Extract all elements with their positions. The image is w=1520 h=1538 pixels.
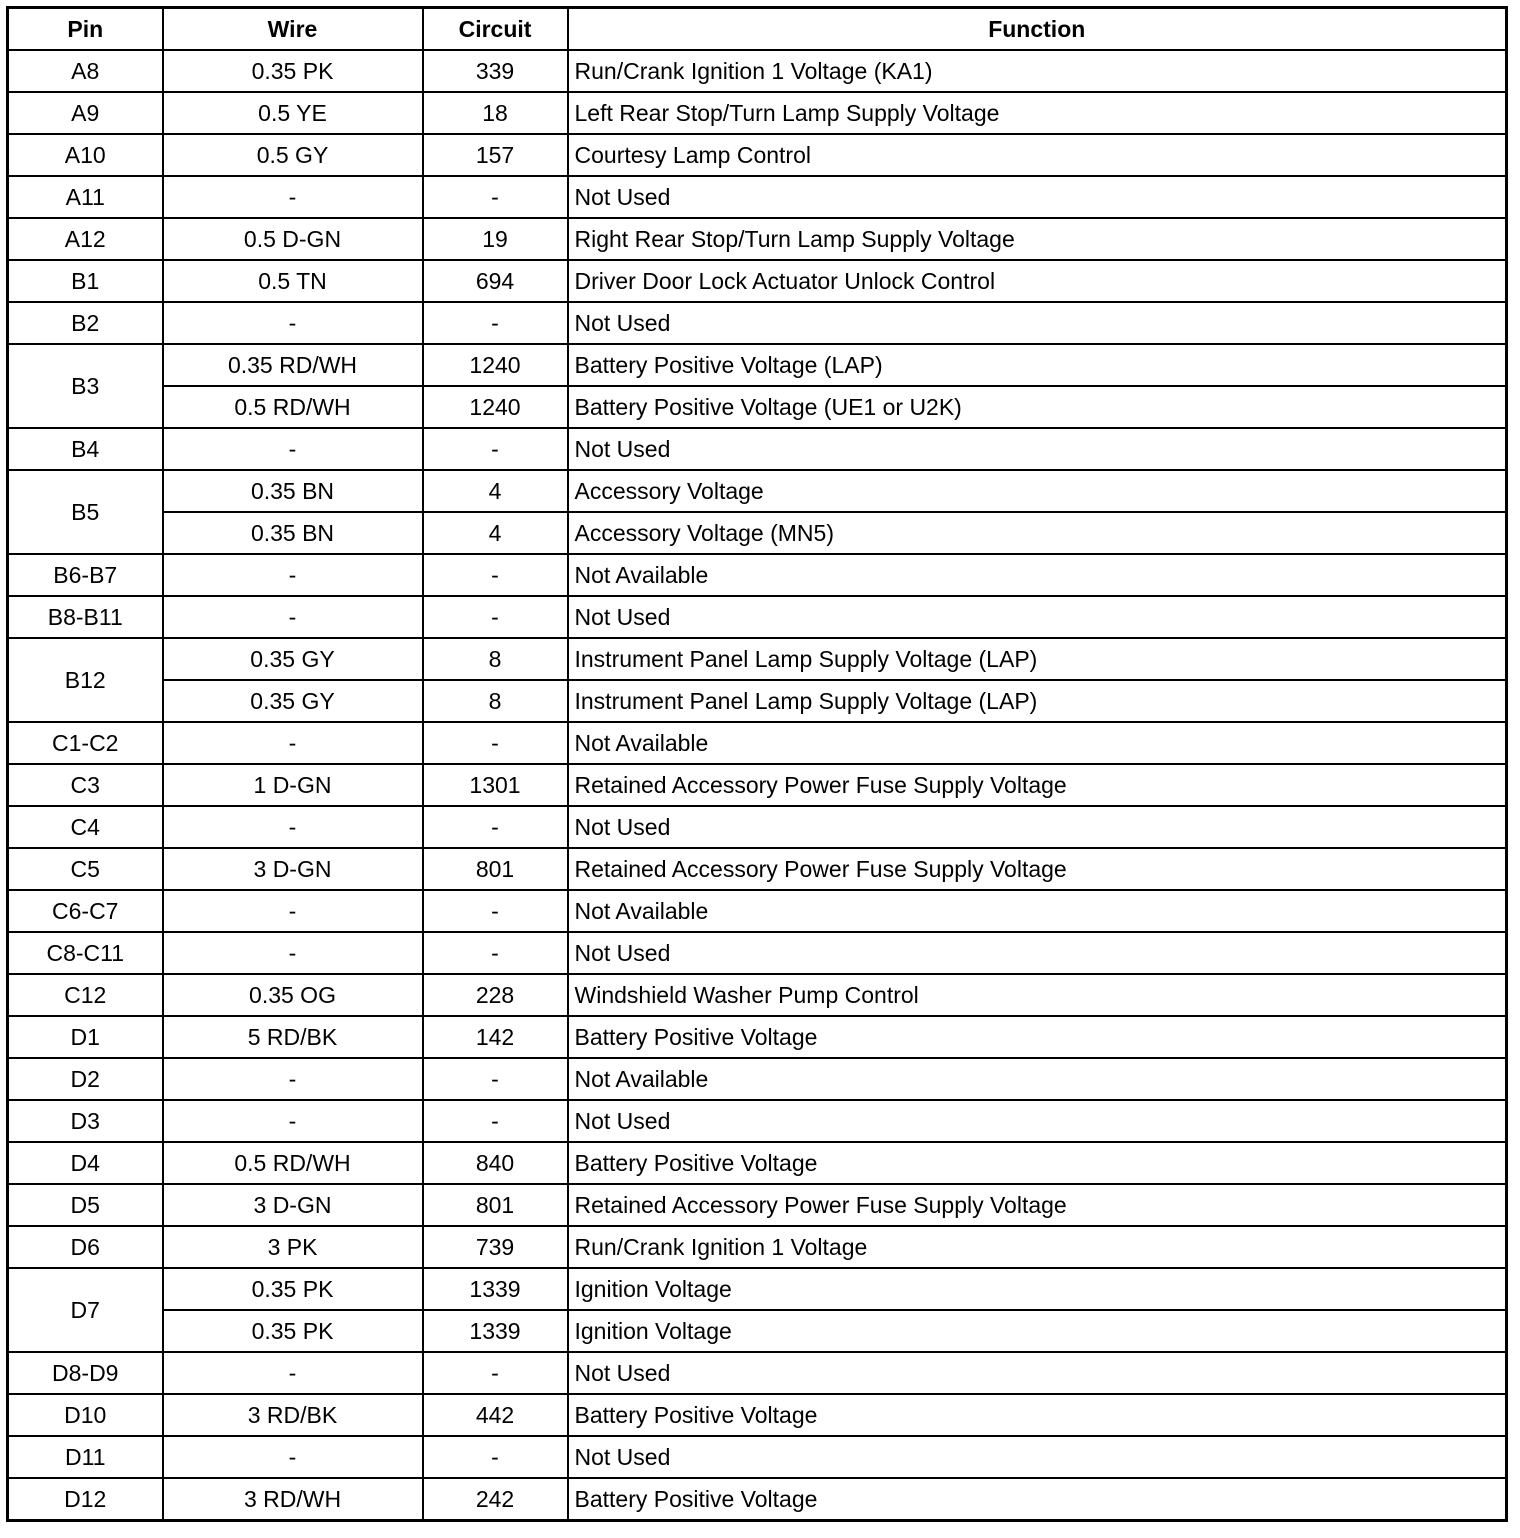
circuit-cell: -: [423, 890, 568, 932]
pin-cell: A9: [8, 92, 163, 134]
circuit-cell: 739: [423, 1226, 568, 1268]
pin-cell: B3: [8, 344, 163, 428]
circuit-cell: 157: [423, 134, 568, 176]
pin-cell: B5: [8, 470, 163, 554]
circuit-cell: 840: [423, 1142, 568, 1184]
table-row: [8, 1184, 1507, 1226]
function-cell: Battery Positive Voltage: [568, 1016, 1507, 1058]
function-cell: Left Rear Stop/Turn Lamp Supply Voltage: [568, 92, 1507, 134]
function-cell: Not Used: [568, 806, 1507, 848]
pin-cell: B12: [8, 638, 163, 722]
function-cell: Not Used: [568, 596, 1507, 638]
wire-cell: 0.35 OG: [163, 974, 423, 1016]
table-row: [8, 50, 1507, 92]
wire-cell: 0.5 D-GN: [163, 218, 423, 260]
function-cell: Battery Positive Voltage: [568, 1142, 1507, 1184]
table-row: [8, 848, 1507, 890]
pin-cell: B8-B11: [8, 596, 163, 638]
wire-cell: -: [163, 176, 423, 218]
table-row: [8, 302, 1507, 344]
circuit-cell: -: [423, 554, 568, 596]
circuit-cell: 1339: [423, 1310, 568, 1352]
function-cell: Accessory Voltage: [568, 470, 1507, 512]
function-cell: Not Available: [568, 1058, 1507, 1100]
function-cell: Battery Positive Voltage: [568, 1478, 1507, 1521]
circuit-cell: -: [423, 1100, 568, 1142]
circuit-cell: -: [423, 1058, 568, 1100]
table-row: [8, 470, 1507, 512]
table-row: [8, 1268, 1507, 1310]
table-row: [8, 1016, 1507, 1058]
pin-cell: D3: [8, 1100, 163, 1142]
table-row: [8, 890, 1507, 932]
pin-cell: C3: [8, 764, 163, 806]
pin-cell: B6-B7: [8, 554, 163, 596]
table-row: [8, 974, 1507, 1016]
wire-cell: 0.35 PK: [163, 1268, 423, 1310]
circuit-cell: 18: [423, 92, 568, 134]
function-cell: Accessory Voltage (MN5): [568, 512, 1507, 554]
header-function: Function: [568, 8, 1507, 51]
circuit-cell: -: [423, 1436, 568, 1478]
wire-cell: 0.35 RD/WH: [163, 344, 423, 386]
circuit-cell: 1339: [423, 1268, 568, 1310]
table-row: [8, 512, 1507, 554]
pin-cell: D8-D9: [8, 1352, 163, 1394]
header-circuit: Circuit: [423, 8, 568, 51]
circuit-cell: 801: [423, 848, 568, 890]
table-row: [8, 1226, 1507, 1268]
table-body: [8, 50, 1507, 1521]
circuit-cell: -: [423, 428, 568, 470]
pin-cell: C4: [8, 806, 163, 848]
wire-cell: 3 RD/WH: [163, 1478, 423, 1521]
pin-cell: B4: [8, 428, 163, 470]
table-row: [8, 1352, 1507, 1394]
function-cell: Battery Positive Voltage (UE1 or U2K): [568, 386, 1507, 428]
table-row: [8, 386, 1507, 428]
pin-cell: D7: [8, 1268, 163, 1352]
function-cell: Instrument Panel Lamp Supply Voltage (LAP): [568, 638, 1507, 680]
function-cell: Not Used: [568, 1100, 1507, 1142]
pin-cell: A11: [8, 176, 163, 218]
circuit-cell: 242: [423, 1478, 568, 1521]
table-row: [8, 722, 1507, 764]
table-row: [8, 344, 1507, 386]
function-cell: Courtesy Lamp Control: [568, 134, 1507, 176]
pin-cell: D4: [8, 1142, 163, 1184]
table-row: [8, 596, 1507, 638]
wire-cell: -: [163, 1058, 423, 1100]
header-wire: Wire: [163, 8, 423, 51]
wire-cell: -: [163, 722, 423, 764]
table-row: [8, 134, 1507, 176]
circuit-cell: 228: [423, 974, 568, 1016]
wire-cell: 3 D-GN: [163, 1184, 423, 1226]
wire-cell: 0.35 GY: [163, 680, 423, 722]
circuit-cell: 4: [423, 512, 568, 554]
function-cell: Ignition Voltage: [568, 1268, 1507, 1310]
circuit-cell: 4: [423, 470, 568, 512]
wire-cell: -: [163, 596, 423, 638]
table-row: [8, 260, 1507, 302]
function-cell: Retained Accessory Power Fuse Supply Voltage: [568, 848, 1507, 890]
circuit-cell: 339: [423, 50, 568, 92]
circuit-cell: -: [423, 1352, 568, 1394]
function-cell: Not Used: [568, 1436, 1507, 1478]
function-cell: Battery Positive Voltage (LAP): [568, 344, 1507, 386]
function-cell: Not Used: [568, 302, 1507, 344]
pin-cell: C12: [8, 974, 163, 1016]
wire-cell: -: [163, 302, 423, 344]
wire-cell: -: [163, 806, 423, 848]
function-cell: Not Available: [568, 890, 1507, 932]
function-cell: Run/Crank Ignition 1 Voltage (KA1): [568, 50, 1507, 92]
table-row: [8, 1478, 1507, 1521]
pin-cell: D12: [8, 1478, 163, 1521]
circuit-cell: 142: [423, 1016, 568, 1058]
circuit-cell: 694: [423, 260, 568, 302]
wire-cell: -: [163, 1352, 423, 1394]
table-row: [8, 92, 1507, 134]
circuit-cell: 1240: [423, 344, 568, 386]
circuit-cell: 19: [423, 218, 568, 260]
pin-cell: C8-C11: [8, 932, 163, 974]
function-cell: Not Available: [568, 722, 1507, 764]
wire-cell: 5 RD/BK: [163, 1016, 423, 1058]
table-row: [8, 1394, 1507, 1436]
circuit-cell: -: [423, 806, 568, 848]
wire-cell: 0.35 BN: [163, 512, 423, 554]
table-row: [8, 554, 1507, 596]
wire-cell: 3 RD/BK: [163, 1394, 423, 1436]
function-cell: Retained Accessory Power Fuse Supply Voltage: [568, 1184, 1507, 1226]
wire-cell: -: [163, 428, 423, 470]
function-cell: Ignition Voltage: [568, 1310, 1507, 1352]
wire-cell: -: [163, 932, 423, 974]
pin-cell: B1: [8, 260, 163, 302]
wire-cell: 1 D-GN: [163, 764, 423, 806]
function-cell: Not Used: [568, 176, 1507, 218]
function-cell: Windshield Washer Pump Control: [568, 974, 1507, 1016]
table-header-row: [8, 8, 1507, 51]
function-cell: Not Used: [568, 932, 1507, 974]
pin-cell: D10: [8, 1394, 163, 1436]
function-cell: Not Available: [568, 554, 1507, 596]
circuit-cell: 8: [423, 638, 568, 680]
circuit-cell: 442: [423, 1394, 568, 1436]
table-row: [8, 1058, 1507, 1100]
wire-cell: 0.5 RD/WH: [163, 386, 423, 428]
pin-cell: A10: [8, 134, 163, 176]
pin-cell: A12: [8, 218, 163, 260]
wire-cell: 0.5 TN: [163, 260, 423, 302]
circuit-cell: -: [423, 596, 568, 638]
pin-cell: D11: [8, 1436, 163, 1478]
table-row: [8, 176, 1507, 218]
wire-cell: -: [163, 554, 423, 596]
wire-cell: 3 PK: [163, 1226, 423, 1268]
table-row: [8, 806, 1507, 848]
circuit-cell: 1301: [423, 764, 568, 806]
wire-cell: 0.35 PK: [163, 50, 423, 92]
function-cell: Driver Door Lock Actuator Unlock Control: [568, 260, 1507, 302]
function-cell: Battery Positive Voltage: [568, 1394, 1507, 1436]
function-cell: Not Used: [568, 428, 1507, 470]
pin-cell: D1: [8, 1016, 163, 1058]
circuit-cell: -: [423, 722, 568, 764]
wire-cell: -: [163, 1100, 423, 1142]
pin-cell: D6: [8, 1226, 163, 1268]
wire-cell: 0.35 BN: [163, 470, 423, 512]
pin-cell: C6-C7: [8, 890, 163, 932]
table-row: [8, 764, 1507, 806]
wire-cell: -: [163, 890, 423, 932]
connector-pinout-table: [6, 6, 1508, 1522]
pin-cell: B2: [8, 302, 163, 344]
function-cell: Instrument Panel Lamp Supply Voltage (LAP): [568, 680, 1507, 722]
wire-cell: 0.5 GY: [163, 134, 423, 176]
wire-cell: 0.5 RD/WH: [163, 1142, 423, 1184]
circuit-cell: 801: [423, 1184, 568, 1226]
table-row: [8, 680, 1507, 722]
pin-cell: C5: [8, 848, 163, 890]
wire-cell: 0.5 YE: [163, 92, 423, 134]
function-cell: Not Used: [568, 1352, 1507, 1394]
table-row: [8, 1100, 1507, 1142]
table-row: [8, 932, 1507, 974]
circuit-cell: -: [423, 302, 568, 344]
pin-cell: D2: [8, 1058, 163, 1100]
table-row: [8, 428, 1507, 470]
circuit-cell: -: [423, 932, 568, 974]
table-row: [8, 1142, 1507, 1184]
wire-cell: 0.35 PK: [163, 1310, 423, 1352]
circuit-cell: 1240: [423, 386, 568, 428]
wire-cell: 0.35 GY: [163, 638, 423, 680]
function-cell: Right Rear Stop/Turn Lamp Supply Voltage: [568, 218, 1507, 260]
pin-cell: D5: [8, 1184, 163, 1226]
wire-cell: 3 D-GN: [163, 848, 423, 890]
table-row: [8, 1436, 1507, 1478]
wire-cell: -: [163, 1436, 423, 1478]
function-cell: Retained Accessory Power Fuse Supply Voltage: [568, 764, 1507, 806]
circuit-cell: -: [423, 176, 568, 218]
function-cell: Run/Crank Ignition 1 Voltage: [568, 1226, 1507, 1268]
pin-cell: A8: [8, 50, 163, 92]
table-row: [8, 1310, 1507, 1352]
table-row: [8, 218, 1507, 260]
circuit-cell: 8: [423, 680, 568, 722]
pin-cell: C1-C2: [8, 722, 163, 764]
table-row: [8, 638, 1507, 680]
header-pin: Pin: [8, 8, 163, 51]
